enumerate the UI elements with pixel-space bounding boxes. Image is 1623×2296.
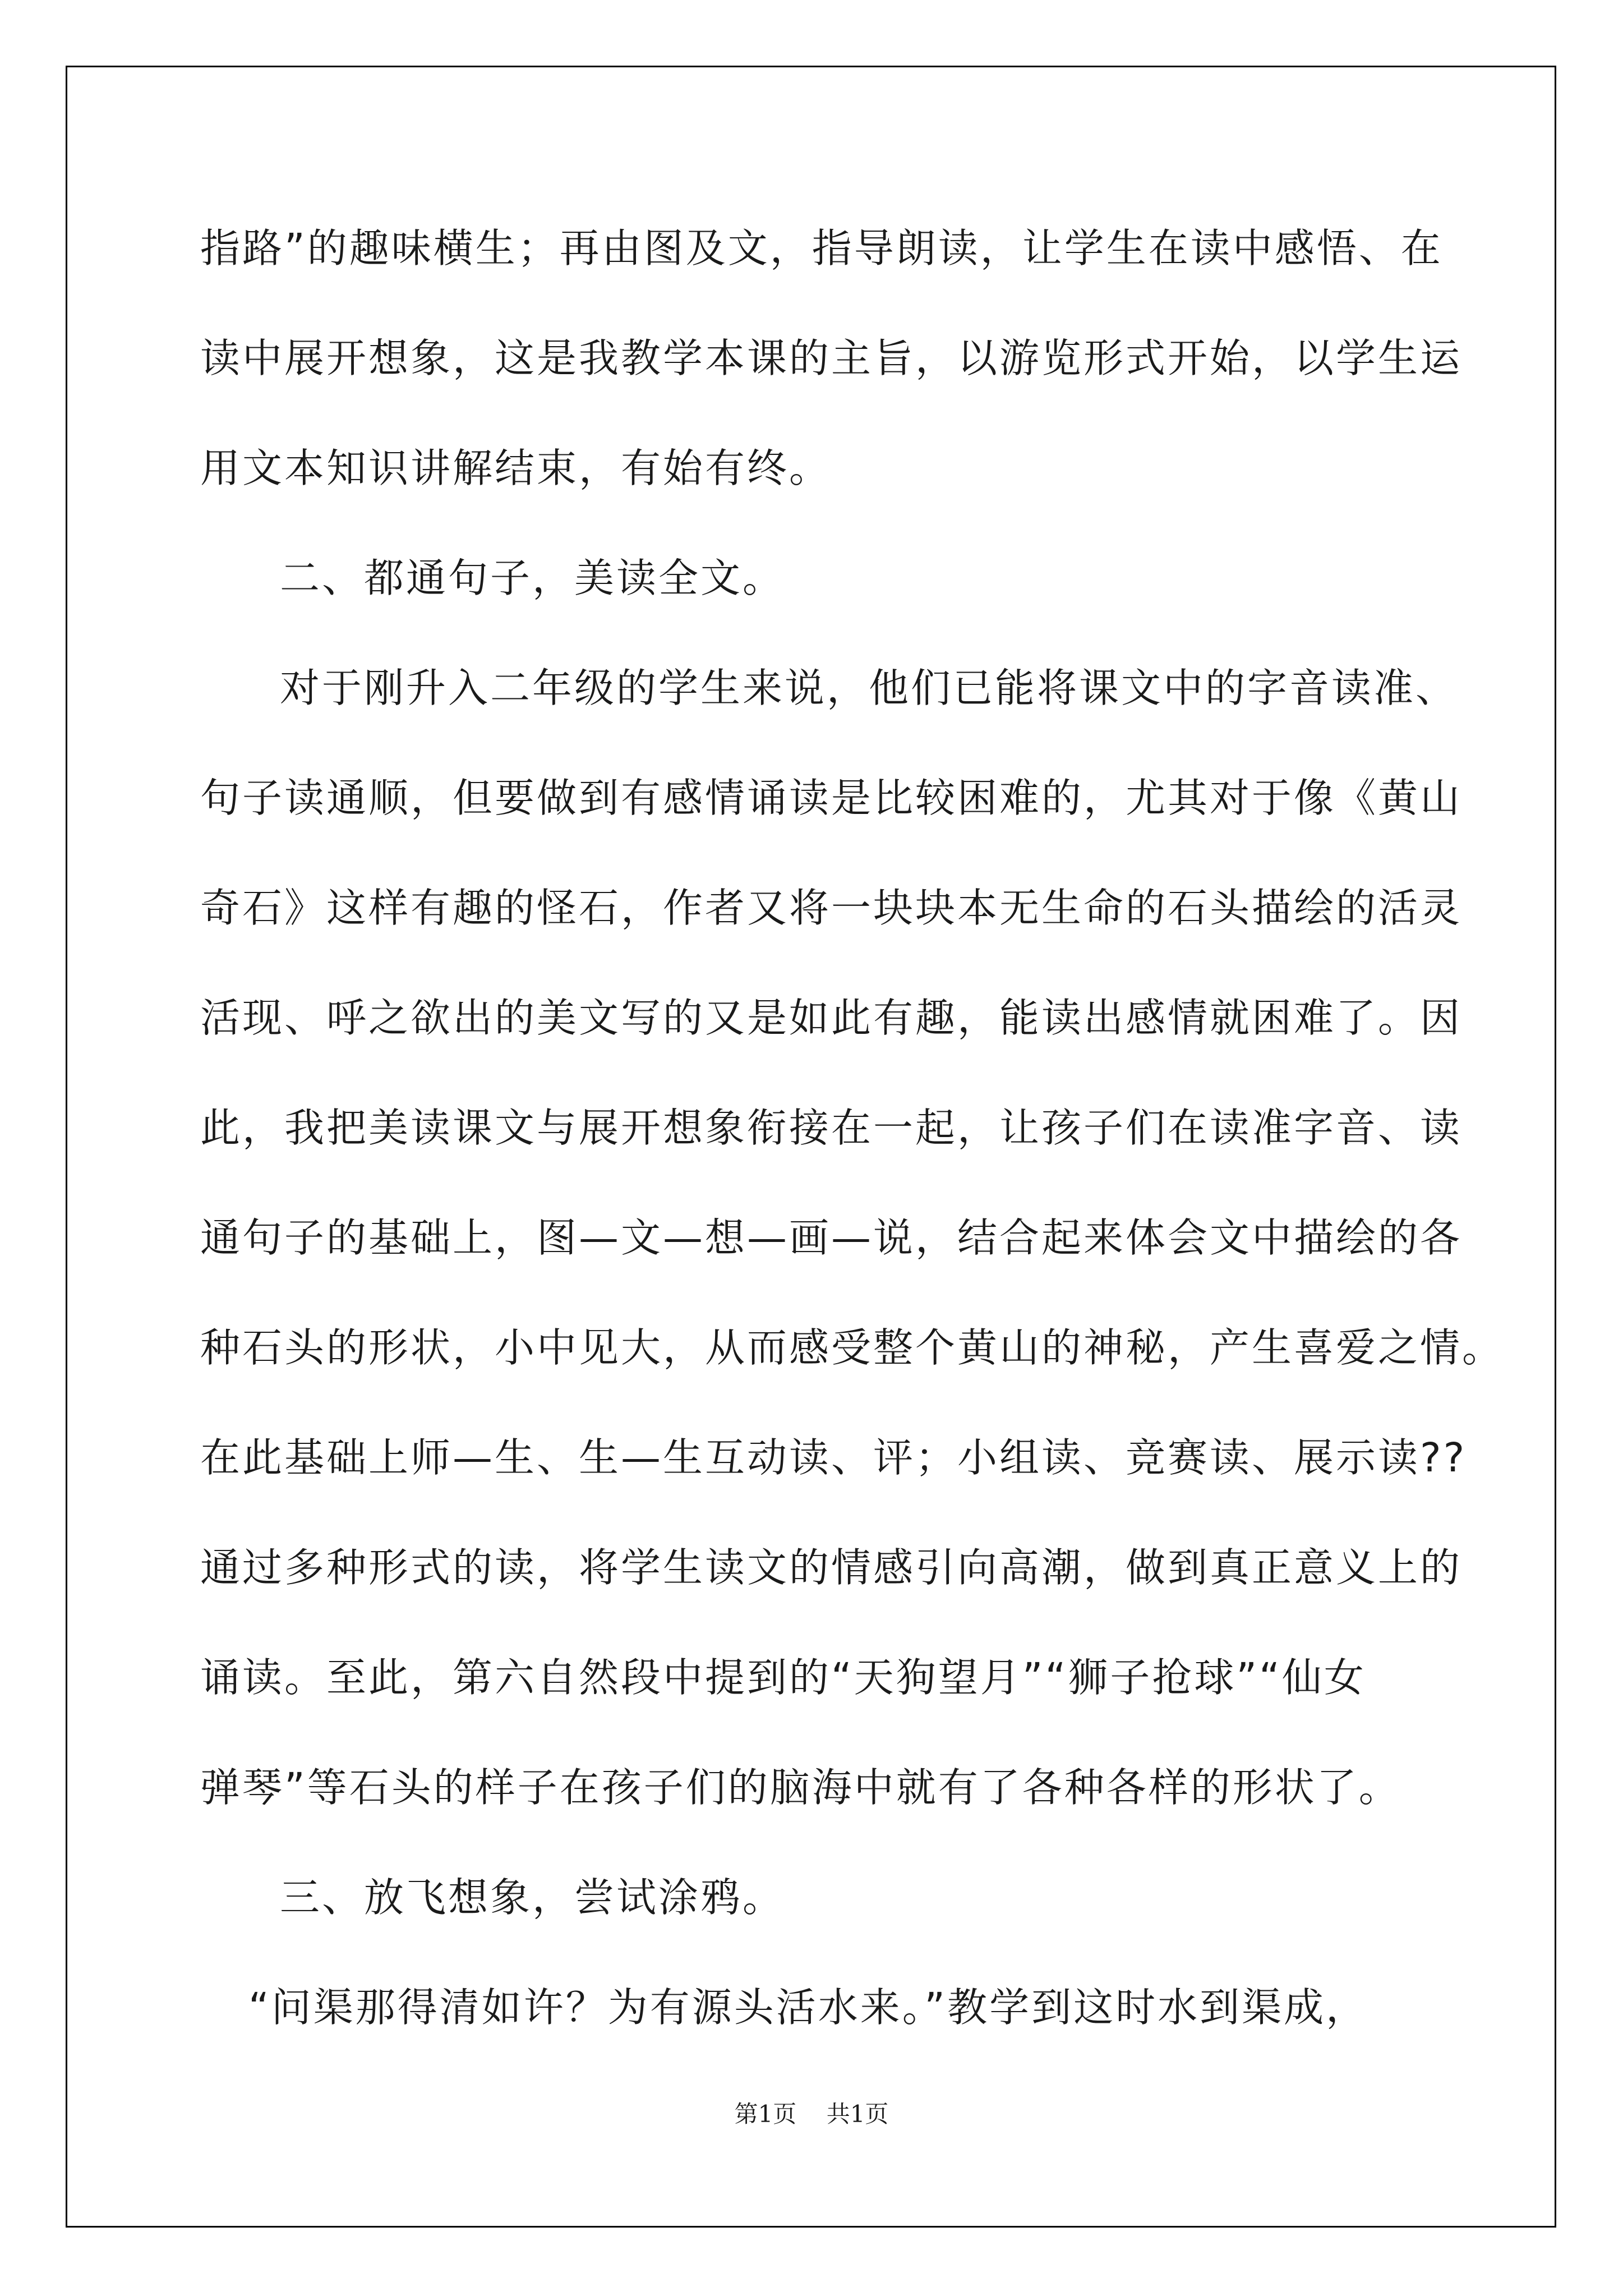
text-line: 种石头的形状，小中见大，从而感受整个黄山的神秘，产生喜爱之情。: [200, 1324, 1505, 1371]
text-line: 诵读。至此，第六自然段中提到的“天狗望月”“狮子抢球”“仙女: [200, 1654, 1366, 1701]
text-line: 此，我把美读课文与展开想象衔接在一起，让孩子们在读准字音、读: [200, 1105, 1463, 1151]
text-line: 奇石》这样有趣的怪石，作者又将一块块本无生命的石头描绘的活灵: [200, 885, 1463, 931]
text-line: 读中展开想象，这是我教学本课的主旨，以游览形式开始，以学生运: [200, 335, 1463, 381]
text-line: “问渠那得清如许？为有源头活水来。”教学到这时水到渠成，: [248, 1984, 1368, 2031]
section-heading: 二、都通句子，美读全文。: [280, 555, 785, 601]
page-number: 第1页: [734, 2100, 797, 2128]
section-heading: 三、放飞想象，尝试涂鸦。: [280, 1874, 785, 1921]
text-line: 指路”的趣味横生；再由图及文，指导朗读，让学生在读中感悟、在: [200, 225, 1443, 272]
text-line: 用文本知识讲解结束，有始有终。: [200, 445, 832, 491]
text-line: 句子读通顺，但要做到有感情诵读是比较困难的，尤其对于像《黄山: [200, 775, 1463, 821]
text-line: 活现、呼之欲出的美文写的又是如此有趣，能读出感情就困难了。因: [200, 995, 1463, 1041]
text-line: 通句子的基础上，图—文—想—画—说，结合起来体会文中描绘的各: [200, 1214, 1463, 1261]
text-line: 通过多种形式的读，将学生读文的情感引向高潮，做到真正意义上的: [200, 1544, 1463, 1591]
page-footer: [0, 2100, 1623, 2128]
text-line: 在此基础上师—生、生—生互动读、评；小组读、竞赛读、展示读??: [200, 1434, 1467, 1481]
text-line: 弹琴”等石头的样子在孩子们的脑海中就有了各种各样的形状了。: [200, 1764, 1401, 1811]
text-line: 对于刚升入二年级的学生来说，他们已能将课文中的字音读准、: [280, 665, 1458, 711]
page-total: 共1页: [826, 2100, 889, 2128]
